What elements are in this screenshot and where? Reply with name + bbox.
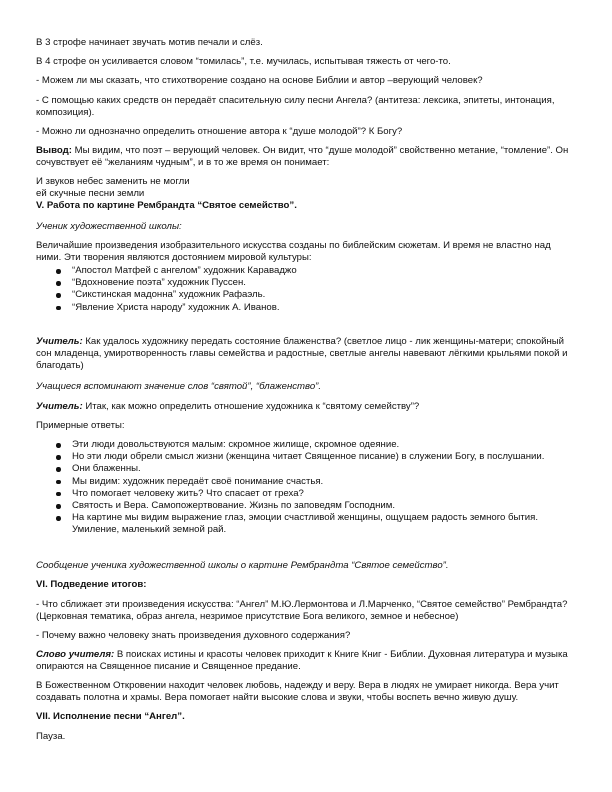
conclusion-paragraph — [36, 145, 576, 169]
paragraph-stanza-4: В 4 строфе он усиливается словом “томилась”, т.е. мучилась, испытывая тяжесть от чего-то. — [36, 56, 451, 67]
bullet-icon — [56, 306, 61, 311]
bullet-icon — [56, 293, 61, 298]
quote-line-1: И звуков небес заменить не могли — [36, 176, 190, 187]
section-heading-7: VII. Исполнение песни “Ангел”. — [36, 711, 185, 722]
question-why: - Почему важно человеку знать произведения духовного содержания? — [36, 630, 351, 641]
quote-line-2: ей скучные песни земли — [36, 188, 145, 199]
bullet-icon — [56, 480, 61, 485]
teacher-label: Учитель: — [36, 401, 83, 412]
bullet-icon — [56, 516, 61, 521]
list-item: “Явление Христа народу” художник А. Иванов. — [36, 302, 576, 314]
list-item: Что помогает человеку жить? Что спасает от греха? — [36, 488, 576, 500]
list-item: Они блаженны. — [36, 463, 576, 475]
list-item: На картине мы видим выражение глаз, эмоции счастливой женщины, ощущаем радость земного бытия. Умиление, маленький земной рай. — [36, 512, 576, 536]
question-means: - С помощью каких средств он передаёт спасительную силу песни Ангела? (антитеза: лексика, эпитеты, интонация, композиция). — [36, 95, 555, 119]
conclusion-text: Мы видим, что поэт – верующий человек. Он видит, что “душе молодой” свойственно метание, “томление”. Он сочувствует её “желаниям чудным”, и в то же время он понимает: — [36, 145, 569, 169]
bullet-icon — [56, 492, 61, 497]
art-list — [36, 265, 576, 314]
teacher-word-label: Слово учителя: — [36, 649, 115, 660]
answers-list — [36, 439, 576, 537]
section-heading-5: V. Работа по картине Рембрандта “Святое семейство”. — [36, 200, 297, 211]
bullet-icon — [56, 281, 61, 286]
paragraph-masterpieces: Величайшие произведения изобразительного искусства созданы по библейским сюжетам. И время не властно над ними. Эти творения являются достоянием мировой культуры: — [36, 240, 551, 264]
sample-answers-label: Примерные ответы: — [36, 420, 125, 431]
student-label: Ученик художественной школы: — [36, 221, 182, 232]
bullet-icon — [56, 455, 61, 460]
teacher-label: Учитель: — [36, 336, 83, 347]
teacher-question-1: Учитель: Как удалось художнику передать состояние блаженства? (светлое лицо - лик женщины-матери; спокойный сон младенца, умиротворенность главы семейства и радостные, светлые ангелы навевают лёгкими крыльями покой и благодать) — [36, 336, 568, 372]
list-item: Но эти люди обрели смысл жизни (женщина читает Священное писание) в служении Богу, в послушании. — [36, 451, 576, 463]
teacher-word: Слово учителя: В поисках истины и красоты человек приходит к Книге Книг - Библии. Духовная литература и музыка опираются на Священное писание и Священное предание. — [36, 649, 568, 673]
teacher-question-2: Учитель: Итак, как можно определить отношение художника к “святому семейству”? — [36, 401, 420, 412]
list-item: “Вдохновение поэта” художник Пуссен. — [36, 277, 576, 289]
question-common: - Что сближает эти произведения искусства: “Ангел” М.Ю.Лермонтова и Л.Марченко, “Святое семейство” Рембрандта? (Церковная тематика, образ ангела, незримое присутствие Бога великого, земное и небесное) — [36, 599, 568, 623]
bullet-icon — [56, 504, 61, 509]
list-item: Святость и Вера. Самопожертвование. Жизнь по заповедям Господним. — [36, 500, 576, 512]
pause-text: Пауза. — [36, 731, 66, 742]
student-report: Сообщение ученика художественной школы о картине Рембрандта “Святое семейство”. — [36, 560, 449, 571]
section-heading-6: VI. Подведение итогов: — [36, 579, 147, 590]
bullet-icon — [56, 443, 61, 448]
revelation-paragraph: В Божественном Откровении находит человек любовь, надежду и веру. Вера в людях не умирает никогда. Вера учит создавать полотна и храмы. Вера помогает найти высокие слова и звуки, чтобы воспеть вечно живую душу. — [36, 680, 559, 704]
bullet-icon — [56, 467, 61, 472]
list-item: “Апостол Матфей с ангелом” художник Караваджо — [36, 265, 576, 277]
students-recall: Учащиеся вспоминают значение слов “святой”, “блаженство”. — [36, 381, 322, 392]
paragraph-stanza-3: В 3 строфе начинает звучать мотив печали и слёз. — [36, 37, 263, 48]
conclusion-label: Вывод: — [36, 145, 72, 156]
list-item: Мы видим: художник передаёт своё понимание счастья. — [36, 476, 576, 488]
question-bible: - Можем ли мы сказать, что стихотворение создано на основе Библии и автор –верующий человек? — [36, 75, 483, 86]
list-item: “Сикстинская мадонна” художник Рафаэль. — [36, 289, 576, 301]
list-item: Эти люди довольствуются малым: скромное жилище, скромное одеяние. — [36, 439, 576, 451]
question-attitude: - Можно ли однозначно определить отношение автора к “душе молодой”? К Богу? — [36, 126, 403, 137]
bullet-icon — [56, 269, 61, 274]
